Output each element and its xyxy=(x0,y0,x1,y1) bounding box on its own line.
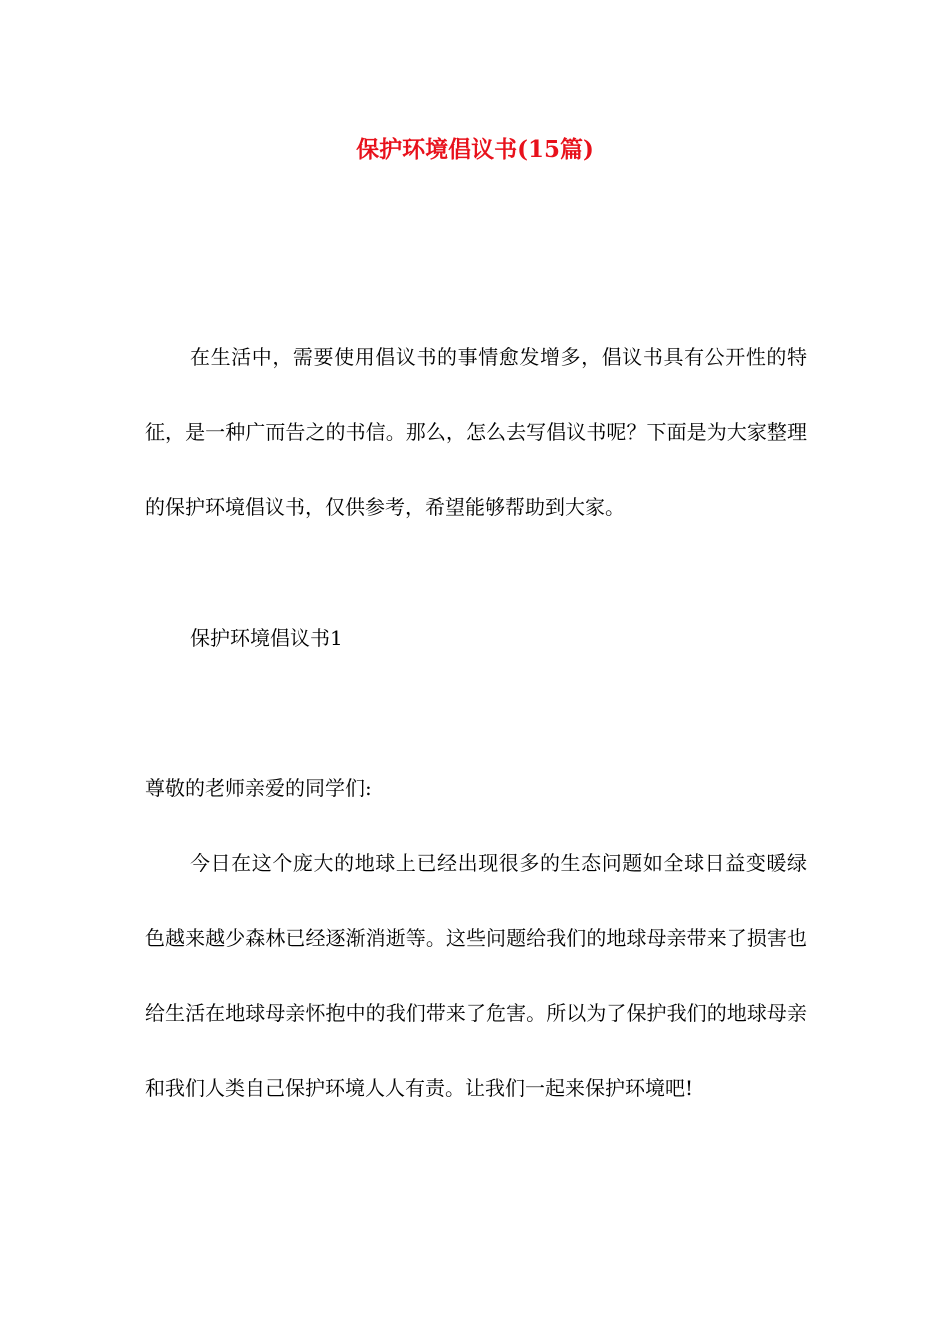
intro-paragraph: 在生活中，需要使用倡议书的事情愈发增多，倡议书具有公开性的特征，是一种广而告之的书信。那么，怎么去写倡议书呢？下面是为大家整理的保护环境倡议书，仅供参考，希望能够帮助到大家。 xyxy=(145,345,807,519)
body-paragraph: 今日在这个庞大的地球上已经出现很多的生态问题如全球日益变暖绿色越来越少森林已经逐渐消逝等。这些问题给我们的地球母亲带来了损害也给生活在地球母亲怀抱中的我们带来了危害。所以为了保护我们的地球母亲和我们人类自己保护环境人人有责。让我们一起来保护环境吧! xyxy=(145,851,807,1100)
section-title: 保护环境倡议书1 xyxy=(190,626,343,650)
document-title: 保护环境倡议书(15篇) xyxy=(356,136,594,163)
salutation: 尊敬的老师亲爱的同学们: xyxy=(145,776,372,800)
